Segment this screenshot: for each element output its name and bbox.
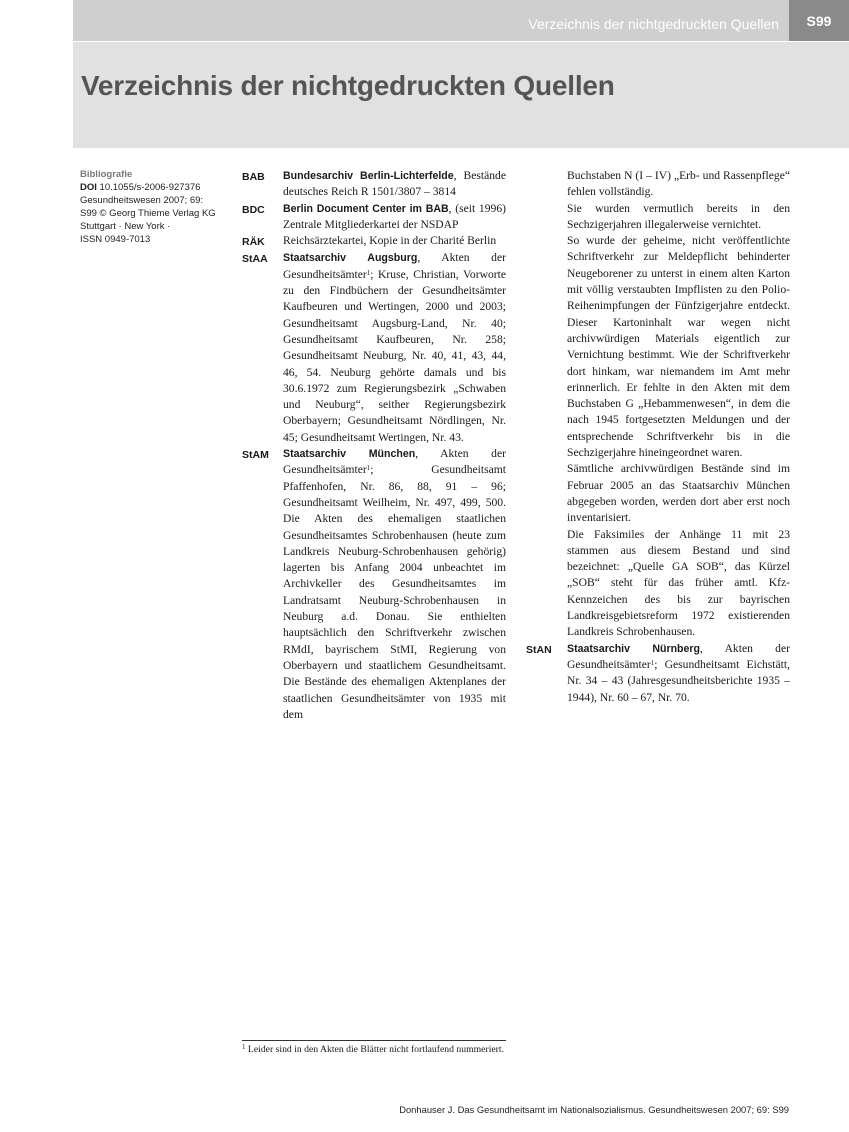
footnote [242, 1040, 506, 1056]
source-entry [526, 641, 790, 706]
doi-line [80, 181, 230, 194]
paragraph: So wurde der geheime, nicht veröffentlichte Schriftverkehr zur Meldepflicht behinderter Neugeborener zu unterst in einem alten Karton mit völlig verstaubten Impflisten zu den Polio-Reihenimpfungen der Fünfzigerjahre entdeckt. Dieser Kartoninhalt war wegen nicht archivwürdigen Materials eigentlich zur Vernichtung bestimmt. Wie der Schriftverkehr dort hinkam, war niemandem im Amt mehr erinnerlich. Er fehlte in den Akten mit dem Buchstaben G „Hebammenwesen“, in dem die nach 1945 fortgesetzten Meldungen und der entsprechende Schriftverkehr bis in die Sechzigerjahre hineingeordnet waren. [567, 234, 790, 460]
entry-description: , Bestände deutsches Reich R 1501/3807 – 3814 [283, 169, 506, 199]
page-title: Verzeichnis der nichtgedruckten Quellen [81, 70, 615, 101]
footnote-ref[interactable]: 1 [650, 658, 655, 667]
source-entry [242, 446, 506, 723]
page-number-badge [789, 0, 849, 41]
footnote-ref[interactable]: 1 [366, 464, 371, 473]
entry-description: Reichsärztekartei, Kopie in der Charité Berlin [283, 234, 497, 248]
page-footer: Donhauser J. Das Gesundheitsamt im Nationalsozialismus. Gesundheitswesen 2007; 69: S99 [399, 1104, 789, 1115]
entry-description: , Akten der Gesundheitsämter [283, 447, 506, 477]
source-entry [242, 201, 506, 234]
bibliography-box [80, 168, 230, 246]
entry-text [283, 446, 506, 723]
copyright-line: S99 © Georg Thieme Verlag KG [80, 208, 216, 219]
entry-abbreviation: RÄK [242, 236, 265, 249]
page-number: S99 [806, 12, 832, 29]
entry-abbreviation: StAM [242, 449, 269, 462]
column-right [526, 168, 790, 706]
source-entry [242, 250, 506, 446]
entry-description: , Akten der Gesundheitsämter [283, 251, 506, 281]
bibliography-heading: Bibliografie [80, 169, 133, 180]
archive-name: Berlin Document Center im BAB [283, 202, 449, 215]
archive-name: Staatsarchiv München [283, 448, 416, 461]
entry-description: ; Gesundheitsamt Eichstätt, Nr. 34 – 43 (Jahresgesundheitsberichte 1935 – 1944), Nr. 60 – 67, Nr. 70. [567, 657, 790, 704]
archive-name: Staatsarchiv Nürnberg [567, 642, 701, 655]
stam-continuation [567, 168, 790, 641]
doi-label: DOI [80, 182, 97, 193]
entry-description: ; Kruse, Christian, Vorworte zu den Findbüchern der Gesundheitsämter Kaufbeuren und Wertingen, 2000 und 2003; Gesundheitsamt Augsburg-Land, Nr. 40; Gesundheitsamt Kaufbeuren, Nr. 258; Gesundheitsamt Neuburg, Nr. 40, 41, 43, 44, 46, 54. Neuburg gehörte damals und bis 30.6.1972 zum Regierungsbezirk „Schwaben und Neuburg“, seither Regierungsbezirk Oberbayern; Gesundheitsamt Nördlingen, Nr. 45; Gesundheitsamt Wertingen, Nr. 43. [283, 267, 506, 444]
paragraph: Sämtliche archivwürdigen Bestände sind im Februar 2005 an das Staatsarchiv München abgegeben worden, werden dort aber erst noch inventarisiert. [567, 462, 790, 525]
paragraph: Die Faksimiles der Anhänge 11 mit 23 stammen aus diesem Bestand und sind bezeichnet: „Quelle GA SOB“, das Kürzel „SOB“ steht für das früher amtl. Kfz-Kennzeichen des bis zur bayrischen Landkreisgebietsreform 1972 existierenden Landkreis Schrobenhausen. [567, 527, 790, 639]
entry-description: , Akten der Gesundheitsämter [567, 641, 790, 671]
entry-abbreviation: StAA [242, 253, 268, 266]
publisher-location: Stuttgart · New York · [80, 221, 171, 232]
entry-abbreviation: StAN [526, 643, 552, 656]
entry-text [283, 201, 506, 234]
footnote-marker: 1 [242, 1043, 246, 1051]
footnote-text: Leider sind in den Akten die Blätter nicht fortlaufend nummeriert. [245, 1044, 505, 1055]
column-left [242, 168, 506, 723]
entry-text [283, 250, 506, 446]
entry-text [283, 233, 506, 250]
entry-abbreviation: BAB [242, 171, 265, 183]
footnote-ref[interactable]: 1 [366, 268, 371, 277]
entry-description: ; Gesundheitsamt Pfaffenhofen, Nr. 86, 88, 91 – 96; Gesundheitsamt Weilheim, Nr. 497, 499, 500. Die Akten des ehemaligen staatlichen Gesundheitsamtes Schrobenhausen (heute zum Landkreis Neuburg-Schrobenhausen gehörig) lagerten bis Anfang 2004 unbeachtet im Archivkeller des Gesundheitsamtes im Landratsamt Neuburg-Schrobenhausen in Neuburg a.d. Donau. Sie enthielten hauptsächlich den Schriftverkehr zwischen RMdI, bayrischem StMI, Regierung von Oberbayern und staatlichem Gesundheitsamt. Die Bestände des ehemaligen Aktenplanes der staatlichen Gesundheitsämter von 1935 mit dem [283, 463, 506, 721]
source-entry [242, 168, 506, 201]
title-band [73, 41, 849, 148]
issn-line: ISSN 0949-7013 [80, 234, 151, 245]
entry-text [567, 641, 790, 706]
running-header [73, 0, 849, 41]
paragraph: Sie wurden vermutlich bereits in den Sechzigerjahren illegalerweise vernichtet. [567, 201, 790, 231]
archive-name: Bundesarchiv Berlin-Lichterfelde [283, 170, 454, 182]
entry-abbreviation: BDC [242, 203, 265, 216]
running-title: Verzeichnis der nichtgedruckten Quellen [528, 16, 779, 32]
entry-text [283, 168, 506, 201]
entry-description: , (seit 1996) Zentrale Mitgliederkartei der NSDAP [283, 201, 506, 231]
journal-line: Gesundheitswesen 2007; 69: [80, 195, 204, 206]
paragraph: Buchstaben N (I – IV) „Erb- und Rassenpflege“ fehlen vollständig. [567, 169, 790, 199]
source-entry [242, 233, 506, 250]
archive-name: Staatsarchiv Augsburg [283, 252, 418, 265]
doi-value: 10.1055/s-2006-927376 [99, 182, 201, 193]
